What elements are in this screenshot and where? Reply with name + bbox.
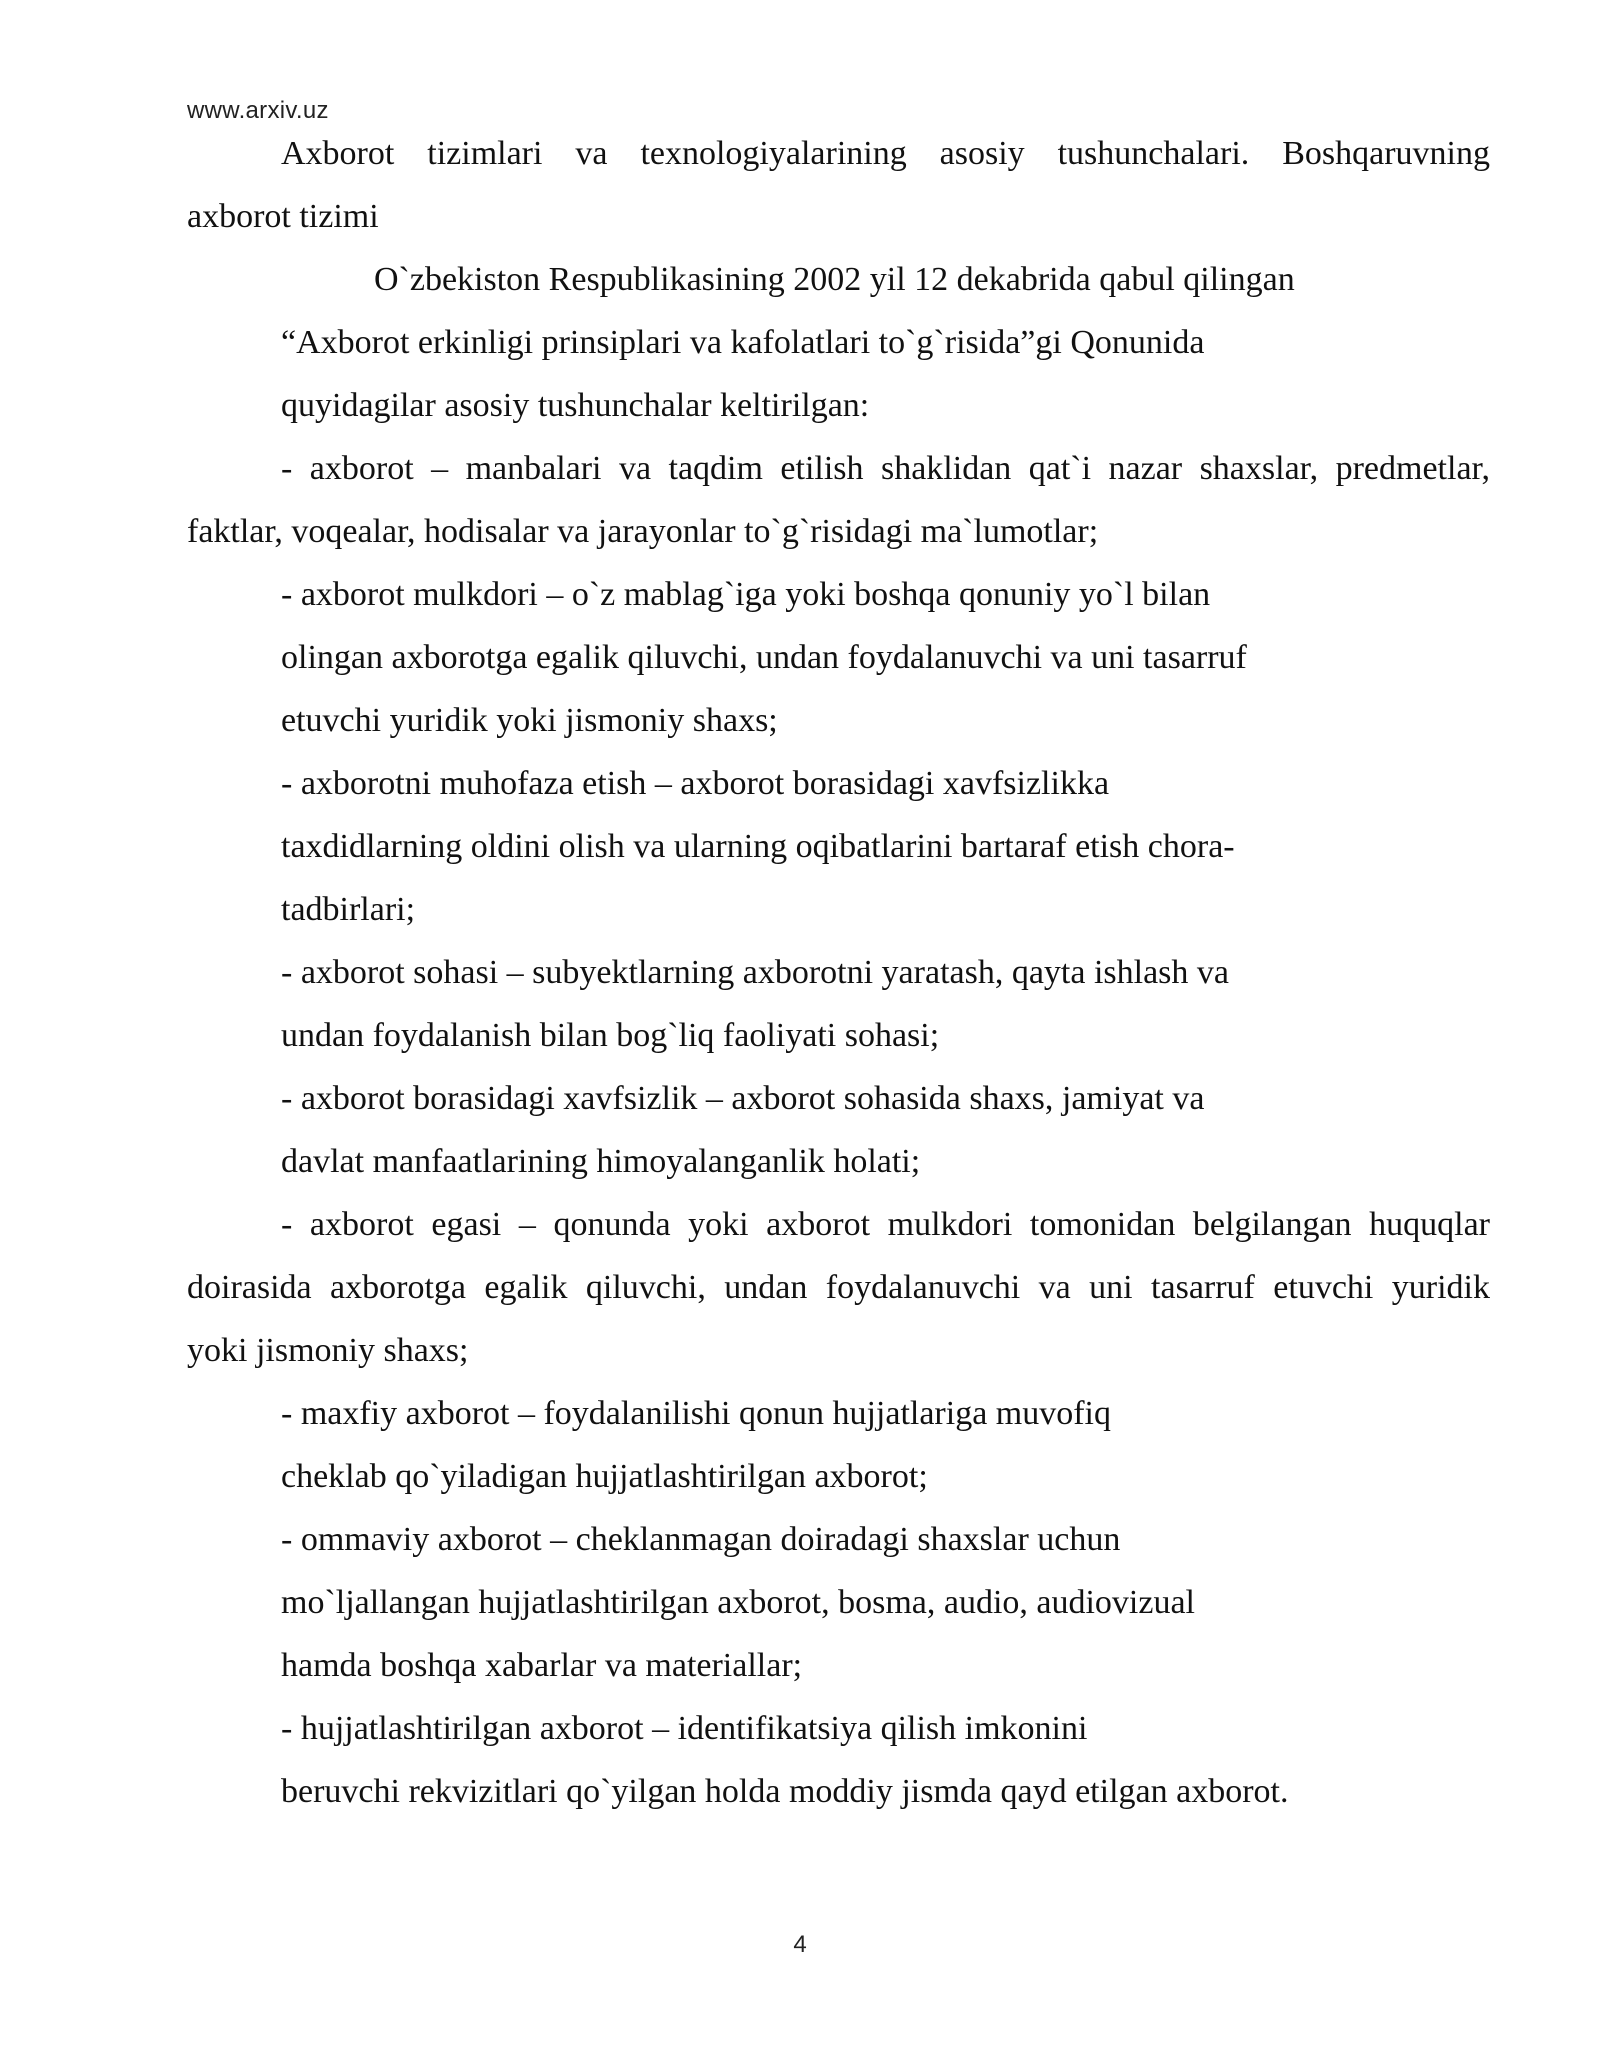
definition-muhofaza-line-3: tadbirlari; bbox=[281, 891, 416, 928]
definition-ommaviy-line-2: mo`ljallangan hujjatlashtirilgan axborot, bosma, audio, audiovizual bbox=[281, 1584, 1195, 1621]
definition-ommaviy-line-3: hamda boshqa xabarlar va materiallar; bbox=[281, 1647, 803, 1684]
definition-maxfiy-line-2: cheklab qo`yiladigan hujjatlashtirilgan axborot; bbox=[281, 1458, 928, 1495]
definition-ommaviy-line-1: - ommaviy axborot – cheklanmagan doiradagi shaxslar uchun bbox=[281, 1521, 1121, 1558]
definition-xavfsizlik-line-1: - axborot borasidagi xavfsizlik – axborot sohasida shaxs, jamiyat va bbox=[281, 1080, 1205, 1117]
definition-hujjat-line-1: - hujjatlashtirilgan axborot – identifikatsiya qilish imkonini bbox=[281, 1710, 1088, 1747]
definition-mulkdor-line-3: etuvchi yuridik yoki jismoniy shaxs; bbox=[281, 702, 778, 739]
definition-muhofaza-line-2: taxdidlarning oldini olish va ularning oqibatlarini bartaraf etish chora- bbox=[281, 828, 1235, 865]
definition-axborot-line-2: faktlar, voqealar, hodisalar va jarayonlar to`g`risidagi ma`lumotlar; bbox=[187, 513, 1099, 550]
law-reference-line-1: O`zbekiston Respublikasining 2002 yil 12 dekabrida qabul qilingan bbox=[374, 261, 1295, 298]
definition-egasi-line-1: - axborot egasi – qonunda yoki axborot mulkdori tomonidan belgilangan huquqlar bbox=[281, 1206, 1490, 1243]
definition-soha-line-1: - axborot sohasi – subyektlarning axborotni yaratash, qayta ishlash va bbox=[281, 954, 1229, 991]
definition-maxfiy-line-1: - maxfiy axborot – foydalanilishi qonun hujjatlariga muvofiq bbox=[281, 1395, 1111, 1432]
definition-xavfsizlik-line-2: davlat manfaatlarining himoyalanganlik holati; bbox=[281, 1143, 921, 1180]
law-reference-line-3: quyidagilar asosiy tushunchalar keltirilgan: bbox=[281, 387, 870, 424]
section-title-line-1: Axborot tizimlari va texnologiyalarining asosiy tushunchalari. Boshqaruvning bbox=[281, 135, 1490, 172]
definition-mulkdor-line-1: - axborot mulkdori – o`z mablag`iga yoki boshqa qonuniy yo`l bilan bbox=[281, 576, 1211, 613]
document-body bbox=[187, 122, 1490, 1823]
definition-axborot-line-1: - axborot – manbalari va taqdim etilish shaklidan qat`i nazar shaxslar, predmetlar, bbox=[281, 450, 1490, 487]
page-number: 4 bbox=[793, 1931, 807, 1958]
site-url: www.arxiv.uz bbox=[187, 97, 329, 124]
section-title-line-2: axborot tizimi bbox=[187, 198, 379, 235]
definition-egasi-line-2: doirasida axborotga egalik qiluvchi, undan foydalanuvchi va uni tasarruf etuvchi yuridik bbox=[187, 1269, 1490, 1306]
law-reference-line-2: “Axborot erkinligi prinsiplari va kafolatlari to`g`risida”gi Qonunida bbox=[281, 324, 1205, 361]
definition-hujjat-line-2: beruvchi rekvizitlari qo`yilgan holda moddiy jismda qayd etilgan axborot. bbox=[281, 1773, 1289, 1810]
definition-muhofaza-line-1: - axborotni muhofaza etish – axborot borasidagi xavfsizlikka bbox=[281, 765, 1110, 802]
definition-egasi-line-3: yoki jismoniy shaxs; bbox=[187, 1332, 469, 1369]
definition-mulkdor-line-2: olingan axborotga egalik qiluvchi, undan foydalanuvchi va uni tasarruf bbox=[281, 639, 1247, 676]
definition-soha-line-2: undan foydalanish bilan bog`liq faoliyati sohasi; bbox=[281, 1017, 940, 1054]
